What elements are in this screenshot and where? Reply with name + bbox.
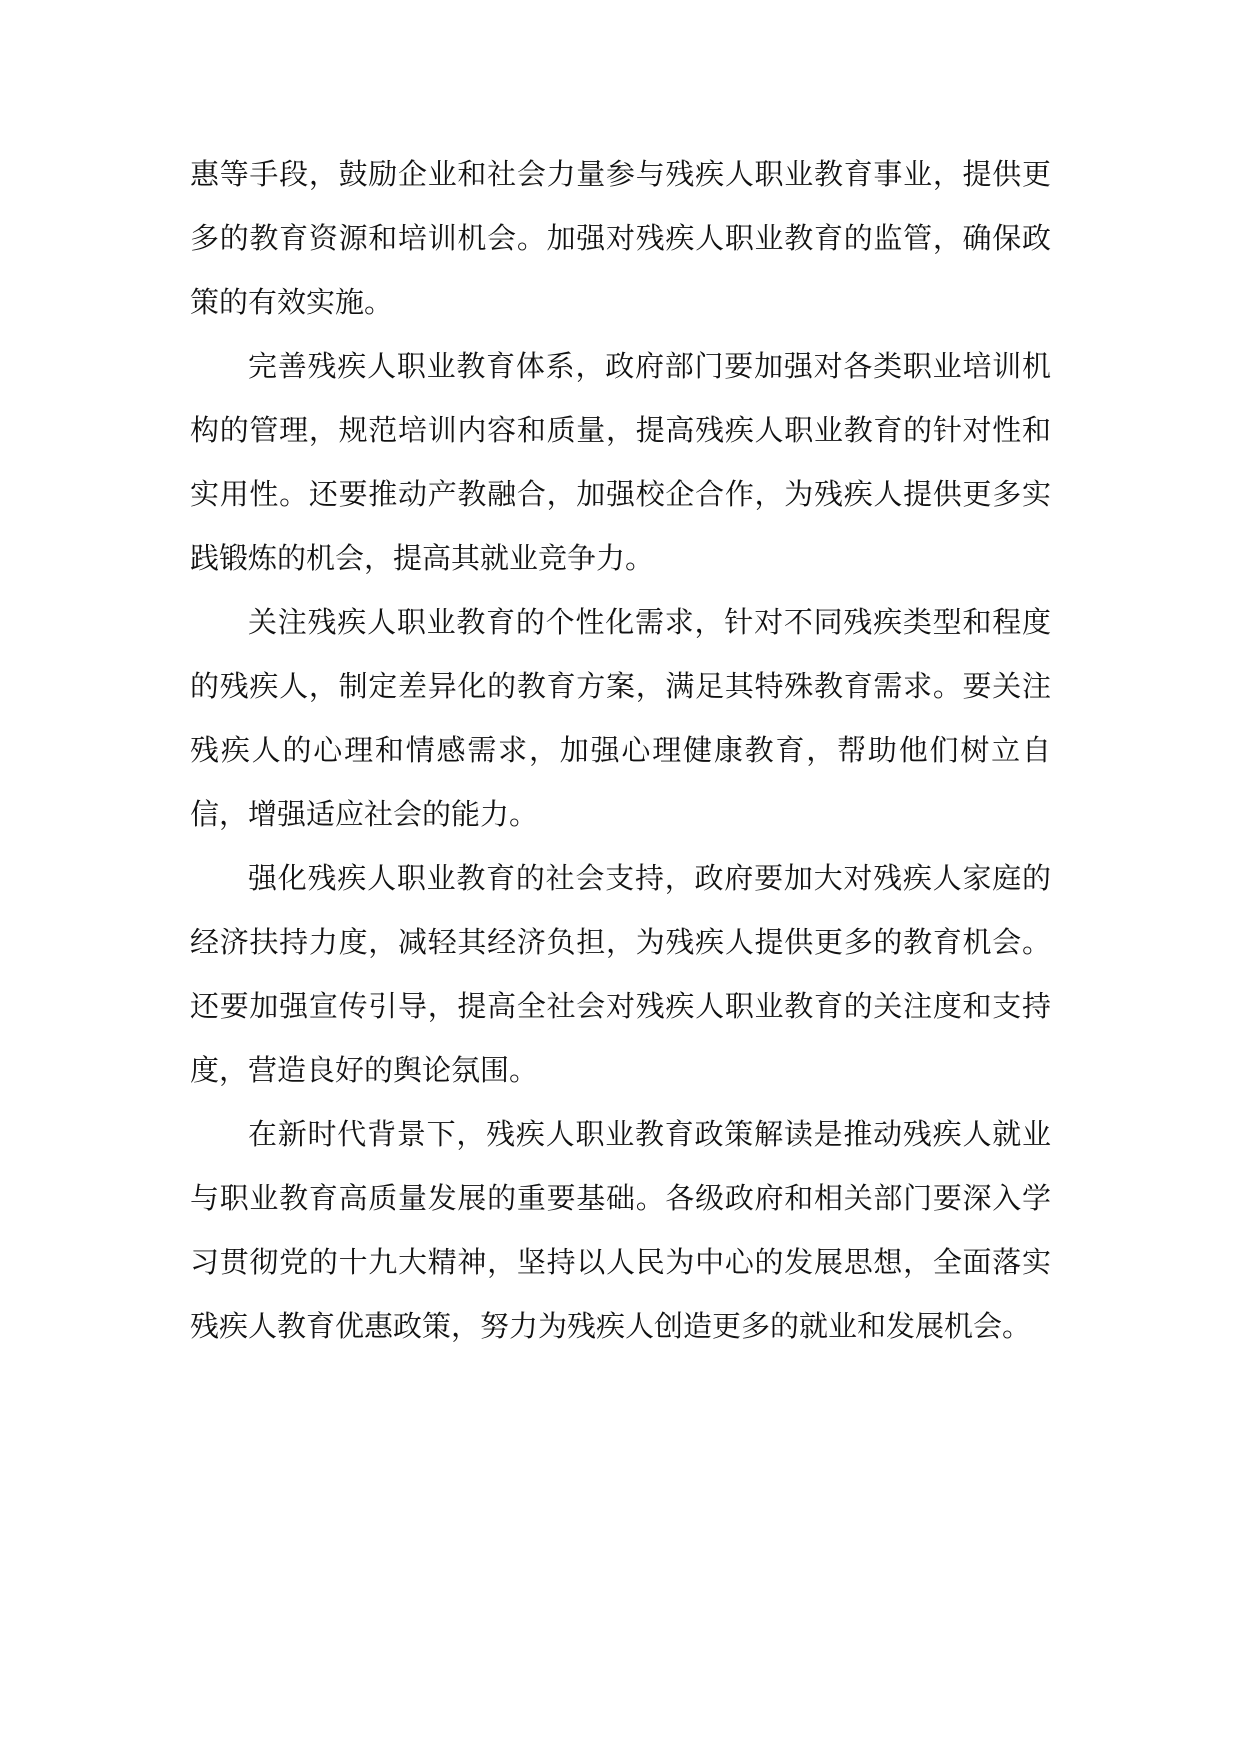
paragraph-5: 在新时代背景下，残疾人职业教育政策解读是推动残疾人就业与职业教育高质量发展的重要基础。各级政府和相关部门要深入学习贯彻党的十九大精神，坚持以人民为中心的发展思想，全面落实残疾人教育优惠政策，努力为残疾人创造更多的就业和发展机会。 <box>190 1117 1051 1343</box>
paragraph-4: 强化残疾人职业教育的社会支持，政府要加大对残疾人家庭的经济扶持力度，减轻其经济负担，为残疾人提供更多的教育机会。还要加强宣传引导，提高全社会对残疾人职业教育的关注度和支持度，营造良好的舆论氛围。 <box>190 861 1051 1087</box>
paragraph-1: 惠等手段，鼓励企业和社会力量参与残疾人职业教育事业，提供更多的教育资源和培训机会。加强对残疾人职业教育的监管，确保政策的有效实施。 <box>190 157 1051 319</box>
paragraph-2: 完善残疾人职业教育体系，政府部门要加强对各类职业培训机构的管理，规范培训内容和质量，提高残疾人职业教育的针对性和实用性。还要推动产教融合，加强校企合作，为残疾人提供更多实践锻炼的机会，提高其就业竞争力。 <box>190 349 1051 575</box>
paragraph-3: 关注残疾人职业教育的个性化需求，针对不同残疾类型和程度的残疾人，制定差异化的教育方案，满足其特殊教育需求。要关注残疾人的心理和情感需求，加强心理健康教育，帮助他们树立自信，增强适应社会的能力。 <box>190 605 1051 831</box>
